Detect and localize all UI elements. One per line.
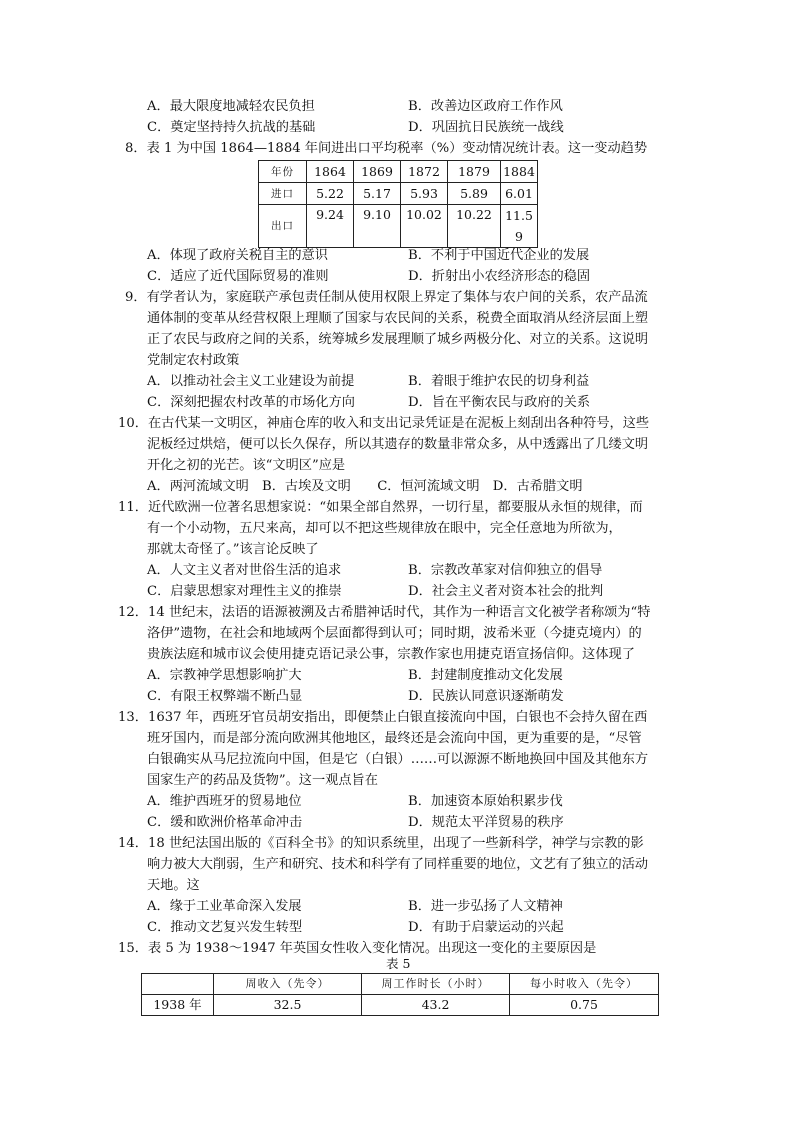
- table-year: 1869: [354, 161, 401, 183]
- table-header: 每小时收入（先令）: [510, 974, 659, 995]
- table-year: 1872: [401, 161, 448, 183]
- q11-line: 11．近代欧洲一位著名思想家说：“如果全部自然界，一切行星，都要服从永恒的规律，而: [118, 500, 643, 515]
- q12-option-a: A．宗教神学思想影响扩大: [147, 668, 302, 683]
- q10-options: A．两河流域文明 B．古埃及文明 C．恒河流域文明 D．古希腊文明: [147, 479, 583, 494]
- table-header-label: 年份: [259, 161, 307, 183]
- table-row-label: 进口: [259, 183, 307, 205]
- table-header: 周收入（先令）: [214, 974, 362, 995]
- q9-option-a: A．以推动社会主义工业建设为前提: [147, 374, 355, 389]
- q11-option-d: D．社会主义者对资本社会的批判: [408, 584, 604, 599]
- q11-line: 有一个小动物，五尺来高，却可以不把这些规律放在眼中，完全任意地为所欲为，: [147, 521, 622, 536]
- q8-stem: 8．表 1 为中国 1864—1884 年间进出口平均税率（%）变动情况统计表。这一变动趋势: [125, 141, 648, 156]
- table-cell: 6.01: [501, 183, 538, 205]
- table-cell: 10.02: [401, 205, 448, 248]
- q8-option-a: A．体现了政府关税自主的意识: [147, 248, 328, 263]
- table-row-label: 出口: [259, 205, 307, 248]
- q14-option-d: D．有助于启蒙运动的兴起: [408, 920, 564, 935]
- q13-option-b: B．加速资本原始积累步伐: [408, 794, 563, 809]
- q12-option-b: B．封建制度推动文化发展: [408, 668, 563, 683]
- q12-line: 贵族法庭和城市议会使用捷克语记录公事，宗教作家也用捷克语宣扬信仰。这体现了: [147, 647, 635, 662]
- q9-option-c: C．深刻把握农村改革的市场化方向: [147, 395, 355, 410]
- table-cell: 5.89: [448, 183, 501, 205]
- q8-option-d: D．折射出小农经济形态的稳固: [408, 269, 591, 284]
- q12-option-c: C．有限王权弊端不断凸显: [147, 689, 303, 704]
- q13-option-d: D．规范太平洋贸易的秩序: [408, 815, 564, 830]
- table-cell: 32.5: [214, 995, 362, 1016]
- q13-line: 白银确实从马尼拉流向中国，但是它（白银）……可以源源不断地换回中国及其他东方: [147, 752, 649, 767]
- q14-option-a: A．缘于工业革命深入发展: [147, 899, 302, 914]
- q9-line: 党制定农村政策: [147, 353, 240, 368]
- table-cell-part: 11.5: [505, 208, 533, 223]
- q9-option-b: B．着眼于维护农民的切身利益: [408, 374, 590, 389]
- table-cell: 43.2: [362, 995, 510, 1016]
- q15-stem: 15．表 5 为 1938～1947 年英国女性收入变化情况。出现这一变化的主要原因是: [118, 941, 597, 956]
- q12-line: 12．14 世纪末，法语的语源被溯及古希腊神话时代，其作为一种语言文化被学者称颂为“特: [118, 605, 651, 620]
- table-cell: 9.24: [307, 205, 354, 248]
- q13-option-c: C．缓和欧洲价格革命冲击: [147, 815, 303, 830]
- table-cell: 9.10: [354, 205, 401, 248]
- q11-line: 那就太奇怪了。”该言论反映了: [147, 542, 319, 557]
- table-cell: 1938 年: [142, 995, 214, 1016]
- table-cell: 10.22: [448, 205, 501, 248]
- q13-line: 13．1637 年，西班牙官员胡安指出，即便禁止白银直接流向中国，白银也不会持久留在西: [118, 710, 648, 725]
- q9-option-d: D．旨在平衡农民与政府的关系: [408, 395, 591, 410]
- q10-line: 10．在古代某一文明区，神庙仓库的收入和支出记录凭证是在泥板上刻刮出各种符号，这些: [118, 416, 650, 431]
- q15-table: [141, 973, 659, 1016]
- table-cell-wrapped: [501, 205, 538, 248]
- q14-line: 天地。这: [147, 878, 200, 893]
- q8-option-b: B．不利于中国近代企业的发展: [408, 248, 590, 263]
- table-cell: 5.93: [401, 183, 448, 205]
- table-header-corner: [142, 974, 214, 995]
- table-year: 1879: [448, 161, 501, 183]
- q12-option-d: D．民族认同意识逐渐萌发: [408, 689, 564, 704]
- table-cell-wrap-part: 9: [515, 229, 523, 244]
- q14-line: 14．18 世纪法国出版的《百科全书》的知识系统里，出现了一些新科学，神学与宗教的影: [118, 836, 644, 851]
- q11-option-c: C．启蒙思想家对理性主义的推崇: [147, 584, 342, 599]
- q9-line: 9．有学者认为，家庭联产承包责任制从使用权限上界定了集体与农户间的关系，农产品流: [125, 290, 648, 305]
- q11-option-a: A．人文主义者对世俗生活的追求: [147, 563, 342, 578]
- q9-line: 正了农民与政府之间的关系，统筹城乡发展理顺了城乡两极分化、对立的关系。这说明: [147, 332, 649, 347]
- q9-line: 通体制的变革从经营权限上理顺了国家与农民间的关系，税费全面取消从经济层面上塑: [147, 311, 649, 326]
- q8-table: [258, 160, 538, 248]
- table-header: 周工作时长（小时）: [362, 974, 510, 995]
- q7-option-c: C．奠定坚持持久抗战的基础: [147, 120, 316, 135]
- q7-option-a: A．最大限度地减轻农民负担: [147, 99, 315, 114]
- q12-line: 洛伊”遗物，在社会和地域两个层面都得到认可；同时期，波希米亚（今捷克境内）的: [147, 626, 642, 641]
- table-cell: 0.75: [510, 995, 659, 1016]
- q13-line: 班牙国内，而是部分流向欧洲其他地区，最终还是会流向中国，更为重要的是，“尽管: [147, 731, 642, 746]
- q14-line: 响力被大大削弱，生产和研究、技术和科学有了同样重要的地位，文艺有了独立的活动: [147, 857, 649, 872]
- q14-option-b: B．进一步弘扬了人文精神: [408, 899, 563, 914]
- table-caption: 表 5: [386, 956, 411, 971]
- table-year: 1884: [501, 161, 538, 183]
- q8-option-c: C．适应了近代国际贸易的准则: [147, 269, 329, 284]
- table-cell: 5.22: [307, 183, 354, 205]
- q7-option-b: B．改善边区政府工作作风: [408, 99, 563, 114]
- q11-option-b: B．宗教改革家对信仰独立的倡导: [408, 563, 603, 578]
- q13-line: 国家生产的药品及货物”。这一观点旨在: [147, 773, 378, 788]
- q10-line: 泥板经过烘焙，便可以长久保存，所以其遗存的数量非常众多，从中透露出了几缕文明: [147, 437, 649, 452]
- q10-line: 开化之初的光芒。该“文明区”应是: [147, 458, 346, 473]
- q13-option-a: A．维护西班牙的贸易地位: [147, 794, 302, 809]
- table-year: 1864: [307, 161, 354, 183]
- q14-option-c: C．推动文艺复兴发生转型: [147, 920, 303, 935]
- q7-option-d: D．巩固抗日民族统一战线: [408, 120, 564, 135]
- table-cell: 5.17: [354, 183, 401, 205]
